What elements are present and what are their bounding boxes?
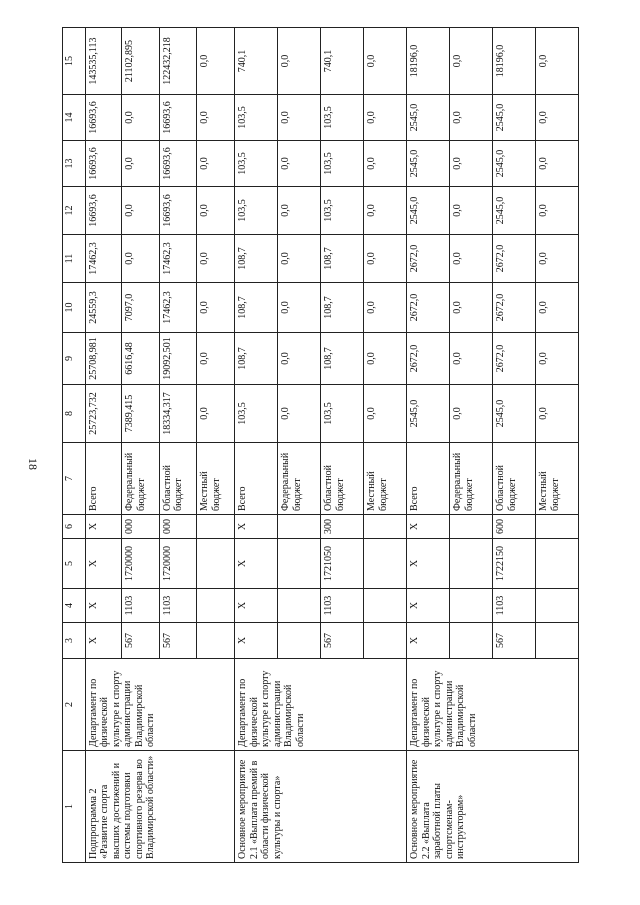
value-cell: 0,0 bbox=[450, 333, 493, 385]
code-cell: 1103 bbox=[159, 589, 197, 623]
code-cell: 1720000 bbox=[122, 539, 160, 589]
rotated-table-sheet bbox=[62, 28, 579, 863]
code-cell bbox=[364, 515, 407, 539]
value-cell: 103,5 bbox=[321, 187, 364, 235]
value-cell: 0,0 bbox=[122, 95, 160, 141]
value-cell: 0,0 bbox=[197, 28, 235, 95]
funding-source-cell: Федеральный бюджет bbox=[122, 443, 160, 515]
funding-source-cell: Областной бюджет bbox=[493, 443, 536, 515]
code-cell bbox=[450, 589, 493, 623]
value-cell: 0,0 bbox=[278, 385, 321, 443]
code-cell bbox=[536, 539, 579, 589]
code-cell: 1720000 bbox=[159, 539, 197, 589]
code-cell bbox=[278, 539, 321, 589]
value-cell: 18196,0 bbox=[493, 28, 536, 95]
funding-source-cell: Федеральный бюджет bbox=[450, 443, 493, 515]
value-cell: 108,7 bbox=[321, 333, 364, 385]
code-cell: X bbox=[235, 539, 278, 589]
executor-cell: Департамент по физической культуре и спорту администрации Владимирской области bbox=[235, 659, 407, 751]
value-cell: 0,0 bbox=[536, 187, 579, 235]
value-cell: 0,0 bbox=[364, 283, 407, 333]
value-cell: 103,5 bbox=[321, 385, 364, 443]
column-header: 6 bbox=[63, 515, 86, 539]
value-cell: 24559,3 bbox=[85, 283, 121, 333]
column-header: 4 bbox=[63, 589, 86, 623]
code-cell bbox=[278, 589, 321, 623]
value-cell: 103,5 bbox=[235, 141, 278, 187]
value-cell: 2672,0 bbox=[407, 235, 450, 283]
value-cell: 2545,0 bbox=[407, 385, 450, 443]
value-cell: 16693,6 bbox=[85, 95, 121, 141]
value-cell: 0,0 bbox=[450, 187, 493, 235]
value-cell: 0,0 bbox=[364, 333, 407, 385]
value-cell: 16693,6 bbox=[159, 187, 197, 235]
program-name-cell: Основное мероприятие 2.2 «Выплата заработной платы спортсменам-инструкторам» bbox=[407, 751, 579, 863]
value-cell: 0,0 bbox=[450, 385, 493, 443]
value-cell: 108,7 bbox=[321, 235, 364, 283]
value-cell: 0,0 bbox=[536, 28, 579, 95]
column-header: 1 bbox=[63, 751, 86, 863]
funding-source-cell: Местный бюджет bbox=[197, 443, 235, 515]
value-cell: 0,0 bbox=[197, 141, 235, 187]
value-cell: 0,0 bbox=[122, 235, 160, 283]
funding-source-cell: Всего bbox=[407, 443, 450, 515]
code-cell bbox=[536, 589, 579, 623]
value-cell: 17462,3 bbox=[159, 235, 197, 283]
column-header: 12 bbox=[63, 187, 86, 235]
value-cell: 0,0 bbox=[278, 333, 321, 385]
value-cell: 17462,3 bbox=[85, 235, 121, 283]
column-header: 10 bbox=[63, 283, 86, 333]
column-header: 13 bbox=[63, 141, 86, 187]
code-cell: 567 bbox=[321, 623, 364, 659]
value-cell: 0,0 bbox=[278, 141, 321, 187]
column-header: 7 bbox=[63, 443, 86, 515]
value-cell: 103,5 bbox=[235, 385, 278, 443]
value-cell: 2672,0 bbox=[407, 333, 450, 385]
code-cell bbox=[364, 539, 407, 589]
value-cell: 2672,0 bbox=[407, 283, 450, 333]
value-cell: 103,5 bbox=[235, 187, 278, 235]
value-cell: 0,0 bbox=[450, 283, 493, 333]
code-cell bbox=[197, 539, 235, 589]
value-cell: 18196,0 bbox=[407, 28, 450, 95]
value-cell: 2545,0 bbox=[407, 187, 450, 235]
funding-source-cell: Всего bbox=[85, 443, 121, 515]
value-cell: 0,0 bbox=[278, 283, 321, 333]
code-cell: X bbox=[85, 515, 121, 539]
page-number: 18 bbox=[26, 458, 40, 470]
value-cell: 0,0 bbox=[364, 385, 407, 443]
value-cell: 0,0 bbox=[364, 235, 407, 283]
value-cell: 0,0 bbox=[364, 141, 407, 187]
value-cell: 2672,0 bbox=[493, 283, 536, 333]
column-header: 14 bbox=[63, 95, 86, 141]
value-cell: 0,0 bbox=[197, 187, 235, 235]
program-name-cell: Основное мероприятие 2.1 «Выплата премий в области физической культуры и спорта» bbox=[235, 751, 407, 863]
code-cell: 1721050 bbox=[321, 539, 364, 589]
value-cell: 18334,317 bbox=[159, 385, 197, 443]
program-name-cell: Подпрограмма 2 «Развитие спорта высших достижений и системы подготовки спортивного резерва во Владимирской области» bbox=[85, 751, 234, 863]
value-cell: 0,0 bbox=[197, 333, 235, 385]
column-header: 8 bbox=[63, 385, 86, 443]
value-cell: 0,0 bbox=[278, 95, 321, 141]
code-cell: X bbox=[407, 623, 450, 659]
column-header: 3 bbox=[63, 623, 86, 659]
code-cell: 600 bbox=[493, 515, 536, 539]
funding-source-cell: Всего bbox=[235, 443, 278, 515]
value-cell: 108,7 bbox=[235, 283, 278, 333]
value-cell: 0,0 bbox=[197, 283, 235, 333]
code-cell: 567 bbox=[159, 623, 197, 659]
value-cell: 0,0 bbox=[364, 28, 407, 95]
code-cell: 1722150 bbox=[493, 539, 536, 589]
value-cell: 0,0 bbox=[278, 28, 321, 95]
value-cell: 16693,6 bbox=[85, 141, 121, 187]
value-cell: 0,0 bbox=[364, 187, 407, 235]
value-cell: 0,0 bbox=[450, 28, 493, 95]
value-cell: 103,5 bbox=[235, 95, 278, 141]
value-cell: 0,0 bbox=[364, 95, 407, 141]
value-cell: 0,0 bbox=[450, 235, 493, 283]
value-cell: 2545,0 bbox=[493, 187, 536, 235]
value-cell: 7097,0 bbox=[122, 283, 160, 333]
code-cell: X bbox=[85, 589, 121, 623]
code-cell: X bbox=[407, 589, 450, 623]
funding-source-cell: Местный бюджет bbox=[536, 443, 579, 515]
value-cell: 2545,0 bbox=[493, 141, 536, 187]
column-header: 5 bbox=[63, 539, 86, 589]
value-cell: 2545,0 bbox=[493, 385, 536, 443]
code-cell: 567 bbox=[493, 623, 536, 659]
value-cell: 16693,6 bbox=[85, 187, 121, 235]
code-cell: 1103 bbox=[321, 589, 364, 623]
table-row bbox=[85, 28, 121, 863]
value-cell: 6616,48 bbox=[122, 333, 160, 385]
table-row bbox=[407, 28, 450, 863]
value-cell: 0,0 bbox=[122, 187, 160, 235]
value-cell: 2545,0 bbox=[407, 95, 450, 141]
value-cell: 122432,218 bbox=[159, 28, 197, 95]
value-cell: 0,0 bbox=[536, 141, 579, 187]
value-cell: 0,0 bbox=[197, 95, 235, 141]
code-cell bbox=[197, 515, 235, 539]
code-cell bbox=[536, 623, 579, 659]
value-cell: 2545,0 bbox=[493, 95, 536, 141]
column-header: 15 bbox=[63, 28, 86, 95]
executor-cell: Департамент по физической культуре и спорту администрации Владимирской области bbox=[85, 659, 234, 751]
funding-source-cell: Областной бюджет bbox=[159, 443, 197, 515]
code-cell: X bbox=[85, 623, 121, 659]
column-header: 2 bbox=[63, 659, 86, 751]
value-cell: 2672,0 bbox=[493, 333, 536, 385]
value-cell: 17462,3 bbox=[159, 283, 197, 333]
code-cell: 300 bbox=[321, 515, 364, 539]
value-cell: 0,0 bbox=[278, 187, 321, 235]
code-cell: 1103 bbox=[122, 589, 160, 623]
budget-table bbox=[62, 27, 579, 863]
code-cell: X bbox=[407, 539, 450, 589]
value-cell: 0,0 bbox=[278, 235, 321, 283]
value-cell: 740,1 bbox=[321, 28, 364, 95]
funding-source-cell: Федеральный бюджет bbox=[278, 443, 321, 515]
value-cell: 0,0 bbox=[450, 141, 493, 187]
value-cell: 16693,6 bbox=[159, 95, 197, 141]
code-cell: X bbox=[85, 539, 121, 589]
value-cell: 2672,0 bbox=[493, 235, 536, 283]
value-cell: 0,0 bbox=[197, 235, 235, 283]
executor-cell: Департамент по физической культуре и спорту администрации Владимирской области bbox=[407, 659, 579, 751]
code-cell: 567 bbox=[122, 623, 160, 659]
code-cell: 1103 bbox=[493, 589, 536, 623]
value-cell: 0,0 bbox=[536, 333, 579, 385]
value-cell: 0,0 bbox=[197, 385, 235, 443]
code-cell: X bbox=[235, 623, 278, 659]
value-cell: 108,7 bbox=[235, 235, 278, 283]
funding-source-cell: Местный бюджет bbox=[364, 443, 407, 515]
value-cell: 740,1 bbox=[235, 28, 278, 95]
code-cell: 000 bbox=[122, 515, 160, 539]
code-cell: 000 bbox=[159, 515, 197, 539]
column-header: 9 bbox=[63, 333, 86, 385]
value-cell: 0,0 bbox=[536, 385, 579, 443]
value-cell: 0,0 bbox=[122, 141, 160, 187]
code-cell bbox=[278, 515, 321, 539]
funding-source-cell: Областной бюджет bbox=[321, 443, 364, 515]
value-cell: 0,0 bbox=[536, 95, 579, 141]
code-cell bbox=[450, 623, 493, 659]
table-row bbox=[235, 28, 278, 863]
code-cell bbox=[450, 515, 493, 539]
code-cell: X bbox=[407, 515, 450, 539]
table-header-row bbox=[63, 28, 86, 863]
code-cell bbox=[278, 623, 321, 659]
value-cell: 21102,895 bbox=[122, 28, 160, 95]
value-cell: 108,7 bbox=[235, 333, 278, 385]
value-cell: 103,5 bbox=[321, 141, 364, 187]
column-header: 11 bbox=[63, 235, 86, 283]
value-cell: 108,7 bbox=[321, 283, 364, 333]
value-cell: 0,0 bbox=[536, 235, 579, 283]
code-cell bbox=[450, 539, 493, 589]
code-cell bbox=[197, 623, 235, 659]
code-cell bbox=[536, 515, 579, 539]
value-cell: 7389,415 bbox=[122, 385, 160, 443]
value-cell: 0,0 bbox=[536, 283, 579, 333]
code-cell bbox=[197, 589, 235, 623]
code-cell bbox=[364, 623, 407, 659]
value-cell: 16693,6 bbox=[159, 141, 197, 187]
value-cell: 0,0 bbox=[450, 95, 493, 141]
code-cell: X bbox=[235, 515, 278, 539]
value-cell: 19092,501 bbox=[159, 333, 197, 385]
value-cell: 25708,981 bbox=[85, 333, 121, 385]
code-cell bbox=[364, 589, 407, 623]
value-cell: 2545,0 bbox=[407, 141, 450, 187]
code-cell: X bbox=[235, 589, 278, 623]
value-cell: 143535,113 bbox=[85, 28, 121, 95]
value-cell: 103,5 bbox=[321, 95, 364, 141]
value-cell: 25723,732 bbox=[85, 385, 121, 443]
